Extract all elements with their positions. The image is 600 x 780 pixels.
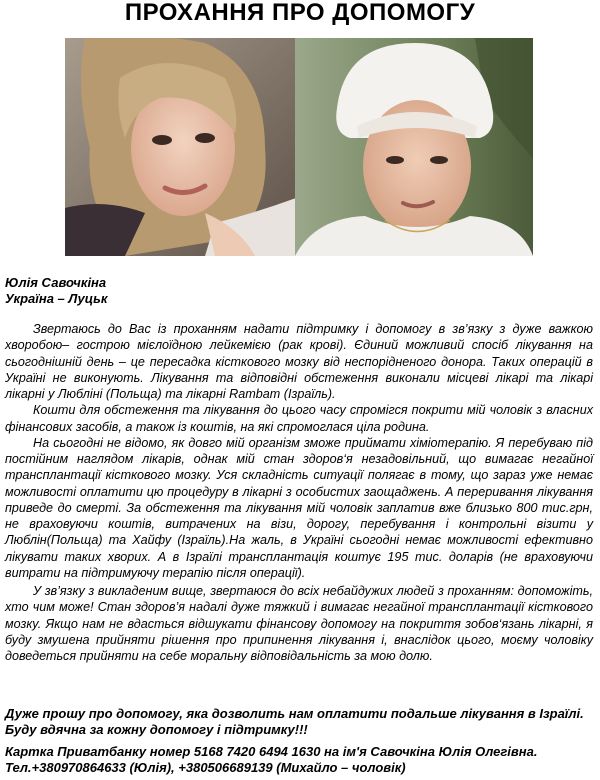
page-title: ПРОХАННЯ ПРО ДОПОМОГУ <box>124 0 476 26</box>
body-paragraph: У зв’язку з викладеним вище, звертаюся до всіх небайдужих людей з проханням: допоможіть, хто чим може! Стан здоров’я надалі дуже тяжкий і вимагає негайної трансплантації кісткового мозку. Якщо нам не вдасться відшукати фінансову допомогу на покриття зобов‘язань лікарні, я буду змушена прийняти рішення про припинення лікування і, внаслідок цього, моєму чоловіку доведеться прийняти на себе моральну відповідальність за мою долю. <box>5 584 593 663</box>
person-name: Юлія Савочкіна <box>5 275 107 290</box>
portrait-right-image <box>295 38 533 256</box>
portrait-photo-right <box>295 38 533 256</box>
bank-card-info: Картка Приватбанку номер 5168 7420 6494 1630 на ім'я Савочкіна Юлія Олегівна. Тел.+380970864633 (Юлія), +380506689139 (Михайло – чоловік) <box>5 744 538 775</box>
appeal-body <box>5 321 593 664</box>
body-paragraph: Кошти для обстеження та лікування до цього часу спромігся покрити мій чоловік з власних фінансових засобів, а також із коштів, на які спромоглася ціла родина. <box>5 403 593 434</box>
portrait-left-image <box>65 38 296 256</box>
portrait-photo-left <box>65 38 296 256</box>
person-location: Україна – Луцьк <box>5 291 108 306</box>
body-paragraph: На сьогодні не відомо, як довго мій організм зможе приймати хіміотерапію. Я перебуваю під постійним наглядом лікарів, однак мій стан здоров‘я незадовільний, що вимагає негайної трансплантації кісткового мозку. Уся складність ситуації полягає в тому, що зараз уже немає можливості оплатити цю процедуру в лікарні з особистих заощаджень. А переривання лікування приведе до смерті. За обстеження та лікування мій чоловік заплатив вже близько 800 тис.грн, не враховуючи коштів, витрачених на візи, дорогу, перебування і контрольні візити у Люблін(Польща) та Хайфу (Ізраїль).На жаль, в Україні сьогодні немає можливості ефективно лікувати таких хворих. А в Ізраїлі трансплантація коштує 195 тис. доларів (не враховуючи витрати на підтримуючу терапію після операції). <box>5 435 593 580</box>
body-paragraph: Звертаюсь до Вас із проханням надати підтримку і допомогу в зв’язку з дуже важкою хворобою– гострою мієлоїдною лейкемією (рак крові). Єдиний можливий спосіб лікування на сьогоднішній день – це пересадка кісткового мозку від неспорідненого донора. Таких операцій в Україні не виконують. Лікування та відповідні обстеження виконали місцеві лікарі та лікарі лікарні у Люблінi (Польща) та лікарні Rambam (Ізраїль). <box>5 322 593 401</box>
closing-appeal: Дуже прошу про допомогу, яка дозволить нам оплатити подальше лікування в Ізраїлі. Буду вдячна за кожну допомогу і підтримку!!! <box>5 706 584 737</box>
